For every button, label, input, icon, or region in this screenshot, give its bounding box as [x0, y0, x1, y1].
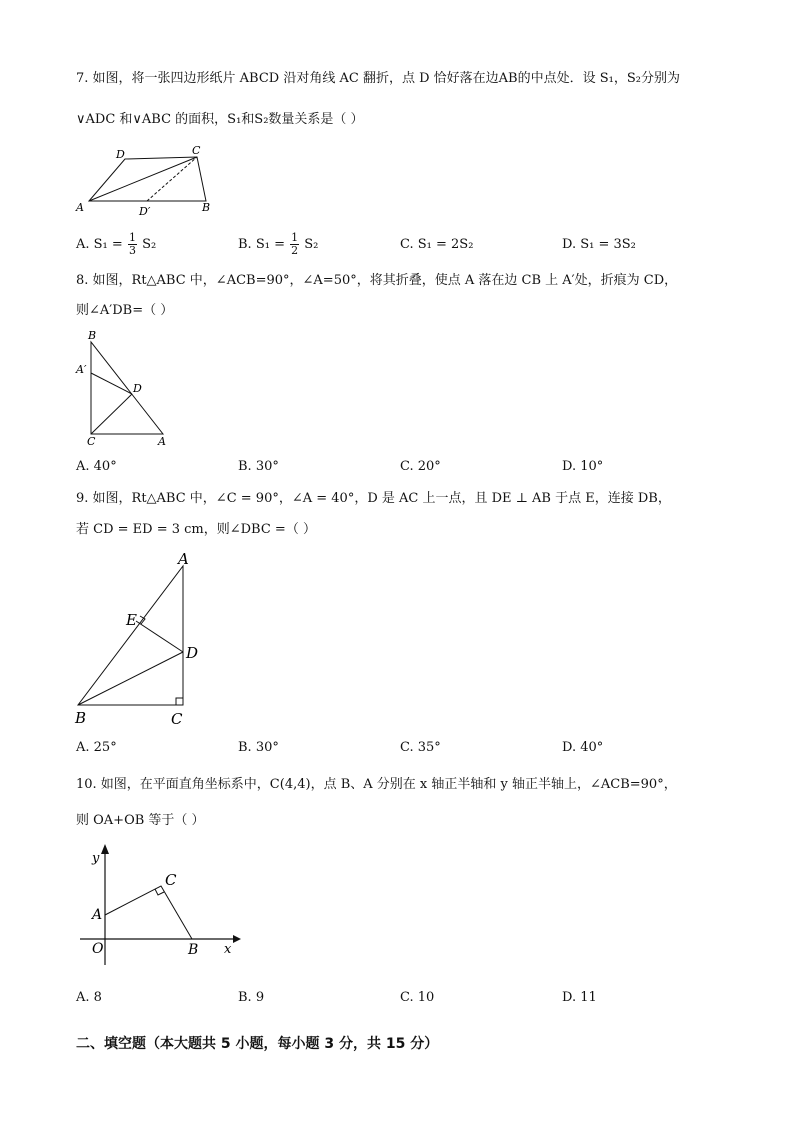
q8-label-C: C [87, 435, 96, 448]
q7-label-D: D [116, 148, 125, 161]
q7-option-b-fraction: $\frac{1}{2}$ [291, 231, 299, 257]
q9-label-B: B [75, 709, 87, 727]
q10-label-O: O [92, 941, 104, 957]
q7-label-C: C [192, 144, 201, 157]
q10-label-A: A [92, 907, 103, 923]
q7-stem-line1: 7. 如图，将一张四边形纸片 ABCD 沿对角线 AC 翻折，点 D 恰好落在边AB的中点处．设 S₁，S₂分别为 [76, 71, 680, 86]
q8-label-D: D [133, 382, 142, 395]
q9-label-E: E [126, 611, 137, 629]
q7-option-c[interactable]: C. S₁ = 2S₂ [400, 237, 474, 252]
q7-figure [70, 140, 230, 220]
q8-stem-line2: 则∠A′DB=（ ） [76, 303, 174, 318]
q9-stem-line2: 若 CD = ED = 3 cm，则∠DBC =（ ） [76, 522, 316, 537]
q9-stem-line1: 9. 如图，Rt△ABC 中，∠C = 90°，∠A = 40°，D 是 AC 上一点，且 DE ⊥ AB 于点 E，连接 DB， [76, 491, 671, 506]
q7-option-a[interactable]: A. S₁ = $\frac{1}{3}$ S₂ [76, 231, 157, 257]
q10-label-x: x [224, 942, 232, 957]
q9-figure [70, 548, 210, 733]
q10-option-a[interactable]: A. 8 [76, 990, 102, 1005]
q8-label-Aprime: A′ [76, 363, 87, 376]
q8-option-c[interactable]: C. 20° [400, 459, 441, 474]
q9-label-A: A [178, 550, 189, 568]
q8-option-d[interactable]: D. 10° [562, 459, 604, 474]
section-title: 二、填空题（本大题共 5 小题，每小题 3 分，共 15 分） [76, 1036, 439, 1052]
q7-label-A: A [76, 201, 84, 214]
q8-stem-line1: 8. 如图，Rt△ABC 中，∠ACB=90°，∠A=50°，将其折叠，使点 A 落在边 CB 上 A′处，折痕为 CD， [76, 273, 678, 288]
q9-option-c[interactable]: C. 35° [400, 740, 441, 755]
q10-label-C: C [165, 871, 177, 889]
q7-label-B: B [202, 201, 211, 214]
q8-option-b[interactable]: B. 30° [238, 459, 279, 474]
q8-label-B: B [88, 329, 97, 342]
q10-figure [75, 840, 245, 970]
q8-figure [70, 325, 180, 450]
q10-option-c[interactable]: C. 10 [400, 990, 435, 1005]
q7-option-a-fraction: $\frac{1}{3}$ [128, 231, 136, 257]
q9-label-D: D [186, 644, 199, 662]
q9-option-a[interactable]: A. 25° [76, 740, 117, 755]
q10-option-b[interactable]: B. 9 [238, 990, 265, 1005]
q10-option-d[interactable]: D. 11 [562, 990, 597, 1005]
q7-option-d[interactable]: D. S₁ = 3S₂ [562, 237, 636, 252]
q10-label-B: B [188, 942, 199, 958]
q10-label-y: y [92, 851, 100, 866]
q8-option-a[interactable]: A. 40° [76, 459, 117, 474]
q10-stem-line2: 则 OA+OB 等于（ ） [76, 813, 205, 828]
q7-option-b[interactable]: B. S₁ = $\frac{1}{2}$ S₂ [238, 231, 319, 257]
q8-label-A: A [158, 435, 166, 448]
q9-option-d[interactable]: D. 40° [562, 740, 604, 755]
q7-stem-line2: ∨ADC 和∨ABC 的面积，S₁和S₂数量关系是（ ） [76, 112, 364, 127]
q9-label-C: C [171, 710, 183, 728]
q7-label-Dprime: D′ [139, 205, 151, 218]
q9-option-b[interactable]: B. 30° [238, 740, 279, 755]
q10-stem-line1: 10. 如图，在平面直角坐标系中，C(4,4)，点 B、A 分别在 x 轴正半轴和 y 轴正半轴上，∠ACB=90°， [76, 777, 677, 792]
